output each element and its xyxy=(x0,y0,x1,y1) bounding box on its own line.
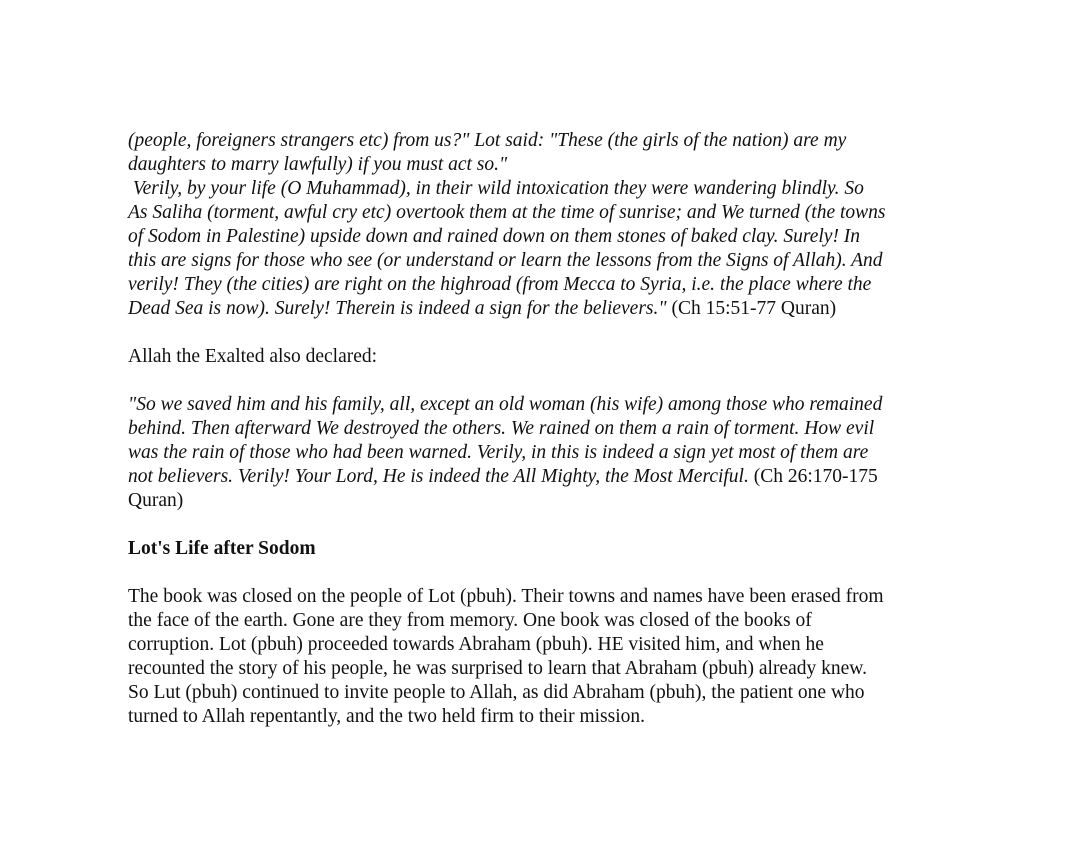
paragraph-gap xyxy=(128,513,968,537)
text-line: behind. Then afterward We destroyed the others. We rained on them a rain of torment. How evil xyxy=(128,418,875,439)
text-line: of Sodom in Palestine) upside down and rained down on them stones of baked clay. Surely! In xyxy=(128,226,861,247)
text-line: (people, foreigners strangers etc) from us?" Lot said: "These (the girls of the nation) are my xyxy=(128,130,847,151)
text-line: As Saliha (torment, awful cry etc) overtook them at the time of sunrise; and We turned (the towns xyxy=(128,202,886,223)
intro-paragraph xyxy=(128,345,968,369)
text-line: the face of the earth. Gone are they from memory. One book was closed of the books of xyxy=(128,610,812,631)
text-line: was the rain of those who had been warned. Verily, in this is indeed a sign yet most of them are xyxy=(128,442,869,463)
text-line: this are signs for those who see (or understand or learn the lessons from the Signs of Allah). And xyxy=(128,250,883,271)
paragraph-gap xyxy=(128,561,968,585)
quran-quote-26 xyxy=(128,393,968,513)
text-line: turned to Allah repentantly, and the two held firm to their mission. xyxy=(128,706,646,727)
text-line: Verily, by your life (O Muhammad), in their wild intoxication they were wandering blindly. So xyxy=(128,178,864,199)
citation: Quran) xyxy=(128,490,184,511)
paragraph-gap xyxy=(128,369,968,393)
text-line xyxy=(128,489,968,513)
text-line: So Lut (pbuh) continued to invite people to Allah, as did Abraham (pbuh), the patient one who xyxy=(128,682,865,703)
citation: (Ch 26:170-175 xyxy=(748,466,878,487)
text-line: Allah the Exalted also declared: xyxy=(128,346,378,367)
body-paragraph xyxy=(128,585,968,729)
quran-quote-15 xyxy=(128,129,968,321)
text-line: not believers. Verily! Your Lord, He is indeed the All Mighty, the Most Merciful. (Ch 26:170-175 xyxy=(128,466,878,487)
text-line: verily! They (the cities) are right on the highroad (from Mecca to Syria, i.e. the place where the xyxy=(128,274,872,295)
text-line: "So we saved him and his family, all, except an old woman (his wife) among those who remained xyxy=(128,394,883,415)
text-line: recounted the story of his people, he was surprised to learn that Abraham (pbuh) already knew. xyxy=(128,658,867,679)
text-line: daughters to marry lawfully) if you must act so." xyxy=(128,154,508,175)
document-page xyxy=(128,129,968,729)
text-line: The book was closed on the people of Lot (pbuh). Their towns and names have been erased from xyxy=(128,586,884,607)
citation: (Ch 15:51-77 Quran) xyxy=(666,298,837,319)
paragraph-gap xyxy=(128,321,968,345)
text-line: corruption. Lot (pbuh) proceeded towards Abraham (pbuh). HE visited him, and when he xyxy=(128,634,824,655)
text-line: Dead Sea is now). Surely! Therein is indeed a sign for the believers." (Ch 15:51-77 Quran) xyxy=(128,298,837,319)
section-heading: Lot's Life after Sodom xyxy=(128,538,316,559)
